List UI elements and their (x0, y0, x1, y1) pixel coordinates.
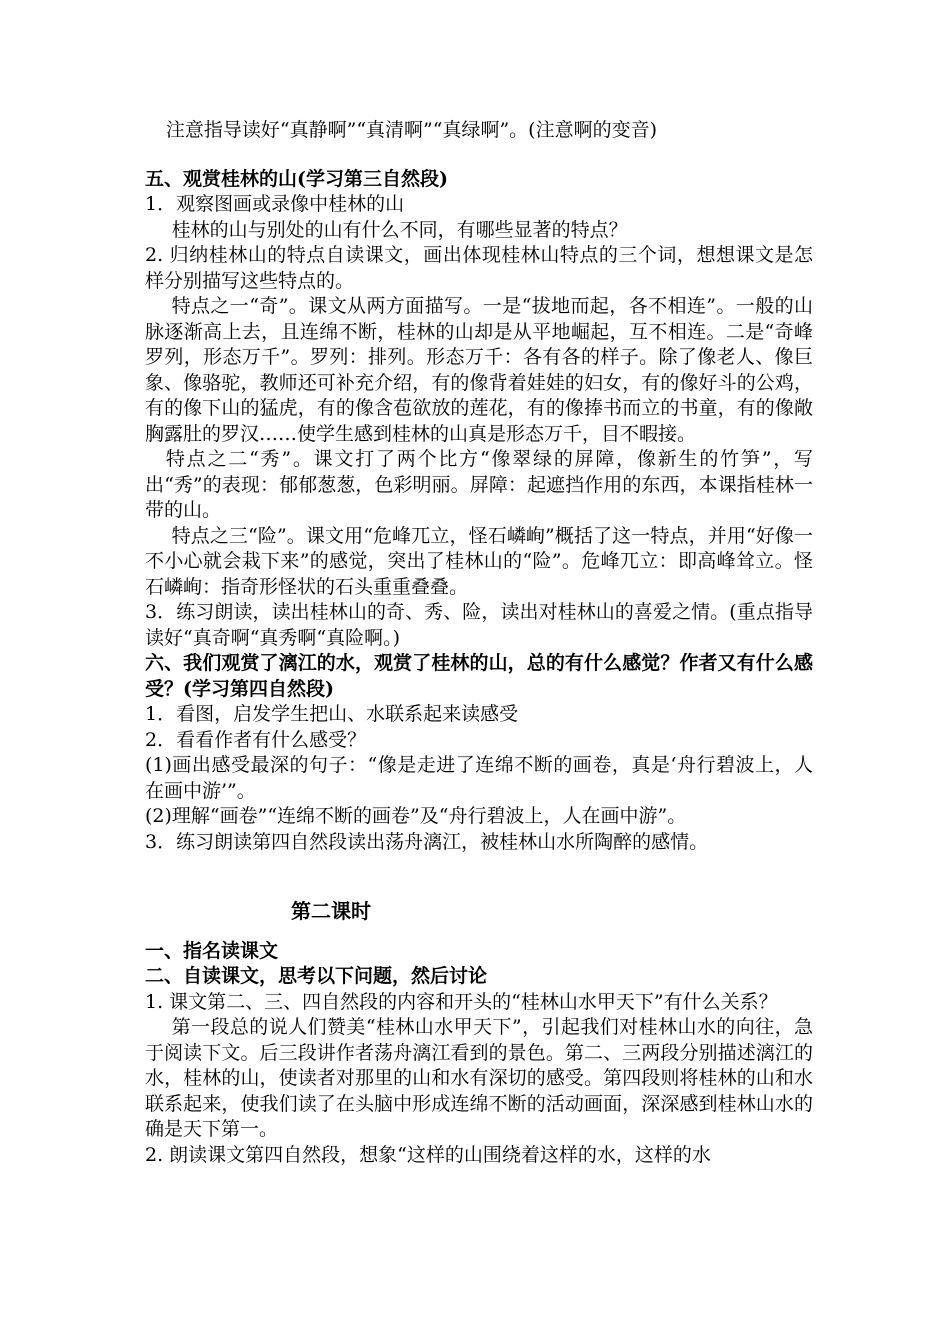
section6-item1: 1．看图，启发学生把山、水联系起来读感受 (145, 703, 519, 725)
section5-item1: 1．观察图画或录像中桂林的山 (145, 193, 405, 215)
section5-heading: 五、观赏桂林的山(学习第三自然段) (145, 167, 448, 190)
section6-sub1: (1)画出感受最深的句子：“像是走进了连绵不断的画卷，真是‘舟行碧波上，人在画中游’”。 (145, 754, 813, 802)
intro-note: 注意指导读好“真静啊”“真清啊”“真绿啊”。(注意啊的变音) (165, 119, 657, 141)
section5-item2: 2. 归纳桂林山的特点自读课文，画出体现桂林山特点的三个词，想想课文是怎样分别描写这些特点的。 (145, 244, 813, 292)
section5-feature1: 特点之一“奇”。课文从两方面描写。一是“拔地而起，各不相连”。一般的山脉逐渐高上去，且连绵不断，桂林的山却是从平地崛起，互不相连。二是“奇峰罗列，形态万千”。罗列：排列。形态万千：各有各的样子。除了像老人、像巨象、像骆驼，教师还可补充介绍，有的像背着娃娃的妇女，有的像好斗的公鸡，有的像下山的猛虎，有的像含苞欲放的莲花，有的像捧书而立的书童，有的像敞胸露肚的罗汉……使学生感到桂林的山真是形态万千，目不暇接。 (145, 295, 813, 445)
section6-item3: 3．练习朗读第四自然段读出荡舟漓江，被桂林山水所陶醉的感情。 (145, 830, 709, 853)
lesson2-heading2: 二、自读课文，思考以下问题，然后讨论 (145, 965, 488, 987)
lesson2-heading1: 一、指名读课文 (145, 939, 279, 962)
lesson2-question1: 1. 课文第二、三、四自然段的内容和开头的“桂林山水甲天下”有什么关系？ (145, 990, 778, 1013)
document-page (145, 118, 813, 1168)
section6-heading: 六、我们观赏了漓江的水，观赏了桂林的山，总的有什么感觉？作者又有什么感受？(学习第四自然段) (145, 652, 813, 700)
section5-feature3: 特点之三“险”。课文用“危峰兀立，怪石嶙峋”概括了这一特点，并用“好像一不小心就会栽下来”的感觉，突出了桂林山的“险”。危峰兀立：即高峰耸立。怪石嶙峋：指奇形怪状的石头重重叠叠。 (145, 524, 813, 598)
lesson2-answer1: 第一段总的说人们赞美“桂林山水甲天下”，引起我们对桂林山水的向往，急于阅读下文。后三段讲作者荡舟漓江看到的景色。第二、三两段分别描述漓江的水，桂林的山，使读者对那里的山和水有深切的感受。第四段则将桂林的山和水联系起来，使我们读了在头脑中形成连绵不断的活动画面，深深感到桂林山水的确是天下第一。 (145, 1016, 813, 1140)
section5-item1-question: 桂林的山与别处的山有什么不同，有哪些显著的特点？ (171, 218, 628, 241)
section5-feature2: 特点之二“秀”。课文打了两个比方“像翠绿的屏障，像新生的竹笋”，写出“秀”的表现：郁郁葱葱，色彩明丽。屏障：起遮挡作用的东西，本课指桂林一带的山。 (145, 448, 813, 521)
lesson2-question2: 2. 朗读课文第四自然段，想象“这样的山围绕着这样的水，这样的水 (145, 1143, 711, 1166)
lesson2-title: 第二课时 (291, 899, 371, 923)
section5-item3: 3．练习朗读，读出桂林山的奇、秀、险，读出对桂林山的喜爱之情。(重点指导读好“真奇啊“真秀啊“真险啊。) (145, 601, 813, 649)
section6-item2: 2．看看作者有什么感受？ (145, 728, 367, 751)
section6-sub2: (2)理解“画卷”“连绵不断的画卷”及“舟行碧波上，人在画中游”。 (145, 805, 687, 827)
